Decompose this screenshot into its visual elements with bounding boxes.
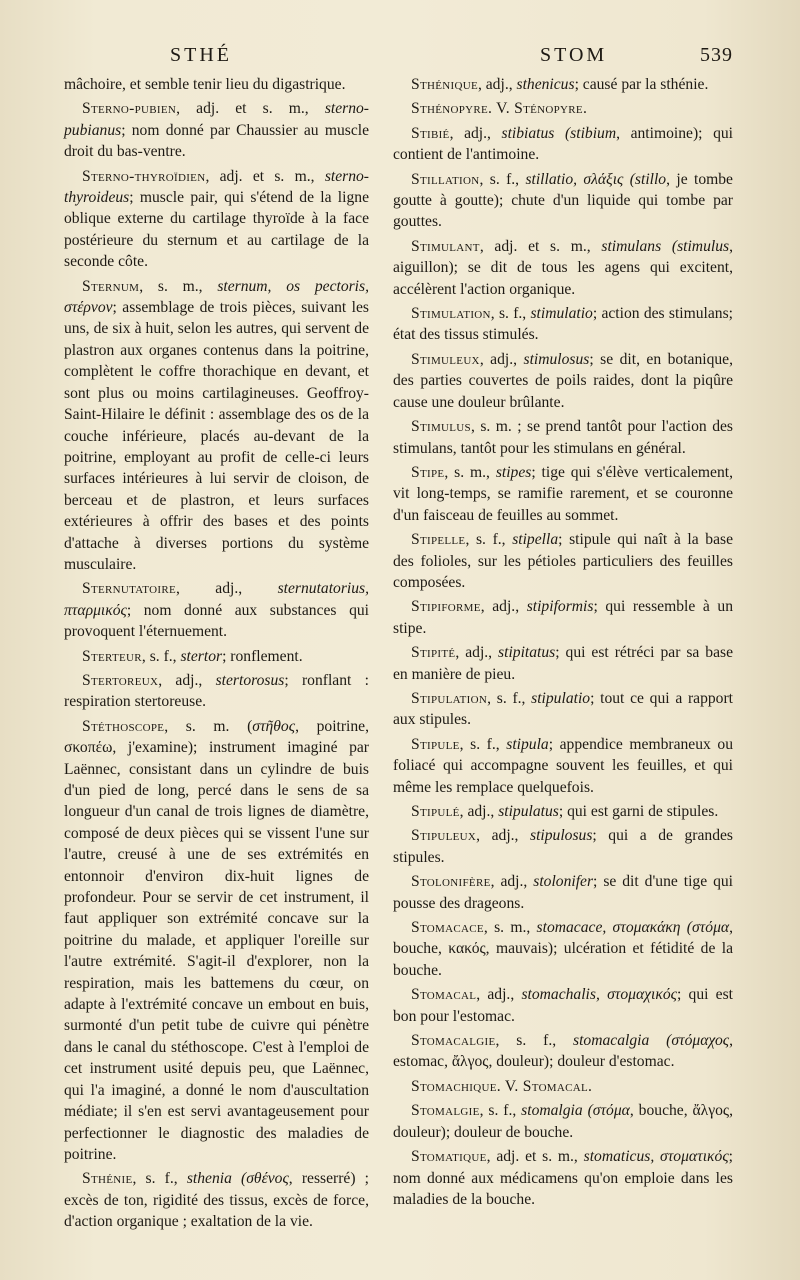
entry-headword: Stomalgie [411,1102,480,1120]
entry-grammar: , s. m., [139,277,218,295]
entry-greek: (stibium [554,124,617,142]
entry-definition: , bouche, κακός, mauvais); ulcération et fétidité de la bouche. [393,919,733,979]
entry-latin: stimulosus [523,350,590,368]
entry-headword: Stomatique [411,1148,487,1166]
entry-grammar: , adj. et s. m., [486,1148,584,1166]
entry-latin: stomacalgia [573,1032,650,1050]
entry-headword: Stomacal [411,986,477,1004]
entry-latin: sterno-thyroideus [64,167,369,207]
entry-latin: stipitatus [498,644,556,662]
running-header [0,44,800,74]
entry-headword: Stomacace [411,919,484,937]
entry-latin: stimulans [601,237,662,255]
entry-headword: Stillation [411,170,480,188]
entry-grammar: , adj., [476,827,531,845]
entry-greek: (στόμα [582,1102,630,1120]
entry-grammar: , s. f., [479,170,526,188]
dictionary-entry [393,123,733,166]
entry-grammar: , adj., [449,124,502,142]
dictionary-entry [64,670,369,713]
dictionary-entry [64,716,369,1166]
dictionary-entry [393,98,733,119]
entry-headword: Stipe [411,463,445,481]
entry-greek: (stimulus [661,237,730,255]
entry-headword: Sterno-thyroïdien [82,167,206,185]
entry-headword: Sternum [82,277,140,295]
entry-latin: sterno-pubianus [64,100,369,139]
entry-grammar: , s. m., [444,463,496,481]
entry-definition: ; qui est rétréci par sa base en manière de pieu. [393,644,733,683]
entry-definition: ; nom donné par Chaussier au muscle droit du bas-ventre. [64,121,369,161]
dictionary-entry [393,1100,733,1143]
entry-headword: Stipuleux [411,827,477,845]
dictionary-entry [393,984,733,1027]
entry-headword: Stibié [411,124,450,142]
entry-greek: , στέρνον [64,277,369,317]
dictionary-entry [393,462,733,526]
dictionary-entry [393,596,733,639]
dictionary-entry [393,303,733,346]
dictionary-entry [393,416,733,459]
entry-greek: (σθένος [231,1170,289,1188]
entry-grammar: , s. f., [487,689,532,707]
entry-headword: Stimulant [411,237,480,255]
entry-headword: Sthénique [411,76,478,93]
entry-latin: stomacace [536,919,603,937]
header-right-guideword: STOM [540,44,608,66]
entry-grammar: , adj. et s. m., [176,100,325,118]
dictionary-entry [64,276,369,576]
entry-latin: stipulosus [530,827,593,845]
entry-definition: , antimoine); qui contient de l'antimoine. [393,124,733,164]
entry-latin: stillatio [525,170,574,188]
right-column [393,74,733,1222]
entry-greek: , στομαχικός [595,986,677,1004]
dictionary-entry [393,74,733,95]
entry-definition: ; se dit d'une tige qui pousse des drageons. [393,873,733,912]
dictionary-entry [393,801,733,822]
entry-definition: , aiguillon); se dit de tous les agens qui excitent, accélèrent l'action organique. [393,237,733,298]
entry-grammar: , s. f., [465,531,513,549]
entry-definition: ; qui est bon pour l'estomac. [393,986,733,1025]
entry-grammar: , adj., [479,350,524,368]
entry-grammar: , adj., [175,580,278,598]
entry-grammar: , s. f., [141,647,181,665]
entry-latin: sternutatorius [277,580,366,598]
entry-definition: , bouche, ἄλγος, douleur); douleur de bouche. [393,1102,733,1141]
dictionary-entry [64,166,369,273]
entry-headword: Stipulé [411,803,460,820]
entry-latin: stipulatio [531,689,591,707]
entry-definition: ; causé par la sthénie. [574,76,709,93]
entry-greek: στῆθος [252,717,296,735]
entry-latin: stibiatus [501,124,555,142]
dictionary-entry [393,688,733,731]
dictionary-entry [393,529,733,593]
entry-headword: Stimuleux [411,350,480,368]
entry-definition: , estomac, ἄλγος, douleur); douleur d'estomac. [393,1032,733,1071]
entry-headword: Stipule [411,735,460,753]
entry-latin: stertorosus [215,671,285,689]
entry-headword: Stomachique. V. Stomacal. [411,1077,593,1095]
entry-latin: sternum, os pectoris [217,277,366,295]
entry-headword: Sthénopyre. V. Sténopyre. [411,100,588,118]
entry-grammar: , s. m. ; [470,418,528,436]
dictionary-entry [393,169,733,233]
entry-grammar: , adj., [455,644,499,662]
entry-latin: stomalgia [521,1102,583,1120]
entry-headword: Stipulation [411,689,488,707]
dictionary-entry [393,1146,733,1210]
entry-grammar: , s. f., [459,735,507,753]
dictionary-entry [393,236,733,300]
entry-grammar: , s. m. ( [164,717,253,735]
entry-definition: ; qui ressemble à un stipe. [393,598,733,637]
header-left-guideword: STHÉ [170,44,232,66]
entry-definition: ; qui a de grandes stipules. [393,827,733,866]
entry-headword: Stimulus [411,418,471,436]
entry-greek: , πταρμικός [64,580,369,619]
entry-definition: ; qui est garni de stipules. [558,803,719,820]
entry-definition: ; action des stimulans; état des tissus stimulés. [393,305,733,344]
entry-latin: stomaticus [583,1148,651,1166]
entry-grammar: , adj., [490,873,534,891]
entry-headword: Stomacalgie [411,1032,496,1050]
dictionary-entry [64,578,369,642]
entry-headword: Sterno-pubien [82,100,177,118]
entry-grammar: , adj., [459,803,499,820]
entry-definition: , je tombe goutte à goutte); chute d'un liquide qui tombe par gouttes. [393,170,733,231]
entry-grammar: , adj., [477,76,517,93]
entry-headword: Stipité [411,644,456,662]
entry-definition: ; assemblage de trois pièces, suivant les uns, de six à huit, selon les autres, qui servent de plastron aux organes contenus dans la poitrine, complètent le coffre thorachique en devant, et sont plus ou moins cartilagineuses. Geoffroy-Saint-Hilaire le définit : assemblage des os de la couche inférieure, placés au-devant de la poitrine, employant au profit de celle-ci leurs surfaces intérieures à lui servir de cloison, de berceau et de plastron, et leurs surfaces extérieures à offrir des bases et des points d'attache à diverses portions du système musculaire. [64,299,369,573]
entry-grammar: , s. f., [490,305,531,323]
dictionary-entry [393,642,733,685]
entry-grammar: , adj., [476,986,522,1004]
entry-grammar: , s. f., [132,1170,187,1188]
dictionary-entry [393,1076,733,1097]
entry-latin: sthenicus [516,76,575,93]
entry-headword: Sthénie [82,1170,133,1188]
entry-latin: stipella [512,531,559,549]
entry-grammar: , s. f., [495,1032,574,1050]
dictionary-entry [64,98,369,162]
entry-latin: stipula [506,735,549,753]
entry-grammar: , adj., [480,598,527,616]
entry-latin: stipulatus [498,803,559,820]
entry-definition: ; se dit, en botanique, des parties couvertes de poils raides, dont la piqûre cause une douleur brûlante. [393,350,734,411]
entry-grammar: , s. m., [483,919,537,937]
dictionary-entry [64,646,369,667]
entry-definition: , resserré) ; excès de ton, rigidité des tissus, excès de force, d'action organique ; exaltation de la vie. [64,1170,370,1231]
entry-greek: , στοματικός [650,1148,729,1166]
entry-headword: Stolonifère [411,873,491,891]
entry-definition: ; stipule qui naît à la base des folioles, sur les pétioles particuliers des feuilles composées. [393,531,733,591]
entry-grammar: , s. f., [479,1102,522,1120]
page-number: 539 [700,44,733,66]
entry-grammar: , adj. et s. m., [479,237,602,255]
entry-latin: stertor [180,647,223,665]
entry-latin: stipes [495,463,532,481]
entry-grammar: , adj. et s. m., [205,167,325,185]
entry-definition: ; tige qui s'élève verticalement, vit long-temps, se ramifie rarement, et se couronne d'un faisceau de feuilles au sommet. [393,463,733,524]
left-column [64,74,370,1231]
dictionary-entry [393,825,733,868]
entry-definition: ; muscle pair, qui s'étend de la ligne oblique externe du cartilage thyroïde à la face postérieure du sternum et au cartilage de la seconde côte. [64,189,369,271]
dictionary-entry [393,871,733,914]
entry-headword: Sterteur [82,647,142,665]
dictionary-entry [393,1030,733,1073]
entry-headword: Sternutatoire [82,580,176,598]
entry-definition: , poitrine, σκοπέω, j'examine); instrument imaginé par Laënnec, consistant dans un cylindre de buis d'un pied de long, percé dans le sens de sa longueur d'un canal de trois lignes de diamètre, composé de deux pièces qui se vissent l'une sur l'autre, creusé à une de ses extrémités en entonnoir d'environ dix-huit lignes de profondeur. Pour se servir de cet instrument, il faut appliquer son extrémité concave sur la poitrine du malade, et appliquer l'oreille sur l'autre extrémité. S'agit-il d'explorer, non la respiration, mais les battemens du cœur, on adapte à l'extrémité concave un embout en buis, surmonté d'un petit tube de cuivre qui pénètre dans le canal du stéthoscope. C'est à l'emploi de cet instrument usité depuis peu, que Laënnec, qui l'a imaginé, a donné le nom d'auscultation médiate; il s'en est servi avantageusement pour perfectionner le diagnostic des maladies de poitrine. [64,717,369,1163]
entry-latin: sthenia [186,1170,232,1188]
dictionary-entry [393,917,733,981]
entry-greek: , σλάξις (stillo [573,170,667,188]
entry-headword: Stéthoscope [82,717,165,735]
entry-headword: Stipelle [411,531,466,549]
dictionary-entry [64,1168,369,1232]
entry-grammar: , adj., [158,671,216,689]
entry-headword: Stimulation [411,305,491,323]
entry-latin: stimulatio [530,305,593,323]
entry-greek: (στόμαχος [649,1032,730,1050]
dictionary-entry [64,74,369,95]
entry-latin: stolonifer [533,873,594,891]
entry-definition: ; nom donné aux substances qui provoquent l'éternuement. [64,601,369,641]
entry-definition: mâchoire, et semble tenir lieu du digastrique. [64,76,346,93]
entry-latin: stipiformis [526,598,594,616]
entry-definition: se prend tantôt pour l'action des stimulans, tantôt pour les stimulans en général. [393,418,733,457]
entry-headword: Stertoreux [82,671,159,689]
entry-latin: stomachalis [521,986,596,1004]
entry-definition: ; appendice membraneux ou foliacé qui accompagne souvent les feuilles, et qui même les remplace quelquefois. [393,735,733,796]
entry-definition: ; tout ce qui a rapport aux stipules. [393,689,733,729]
entry-greek: , στομακάκη (στόμα [602,919,730,937]
entry-definition: ; nom donné aux médicamens qu'on emploie dans les maladies de la bouche. [393,1148,733,1208]
entry-definition: ; ronflement. [222,647,303,665]
dictionary-entry [393,734,733,798]
entry-definition: ; ronflant : respiration stertoreuse. [64,671,370,711]
dictionary-entry [393,349,733,413]
entry-headword: Stipiforme [411,598,481,616]
